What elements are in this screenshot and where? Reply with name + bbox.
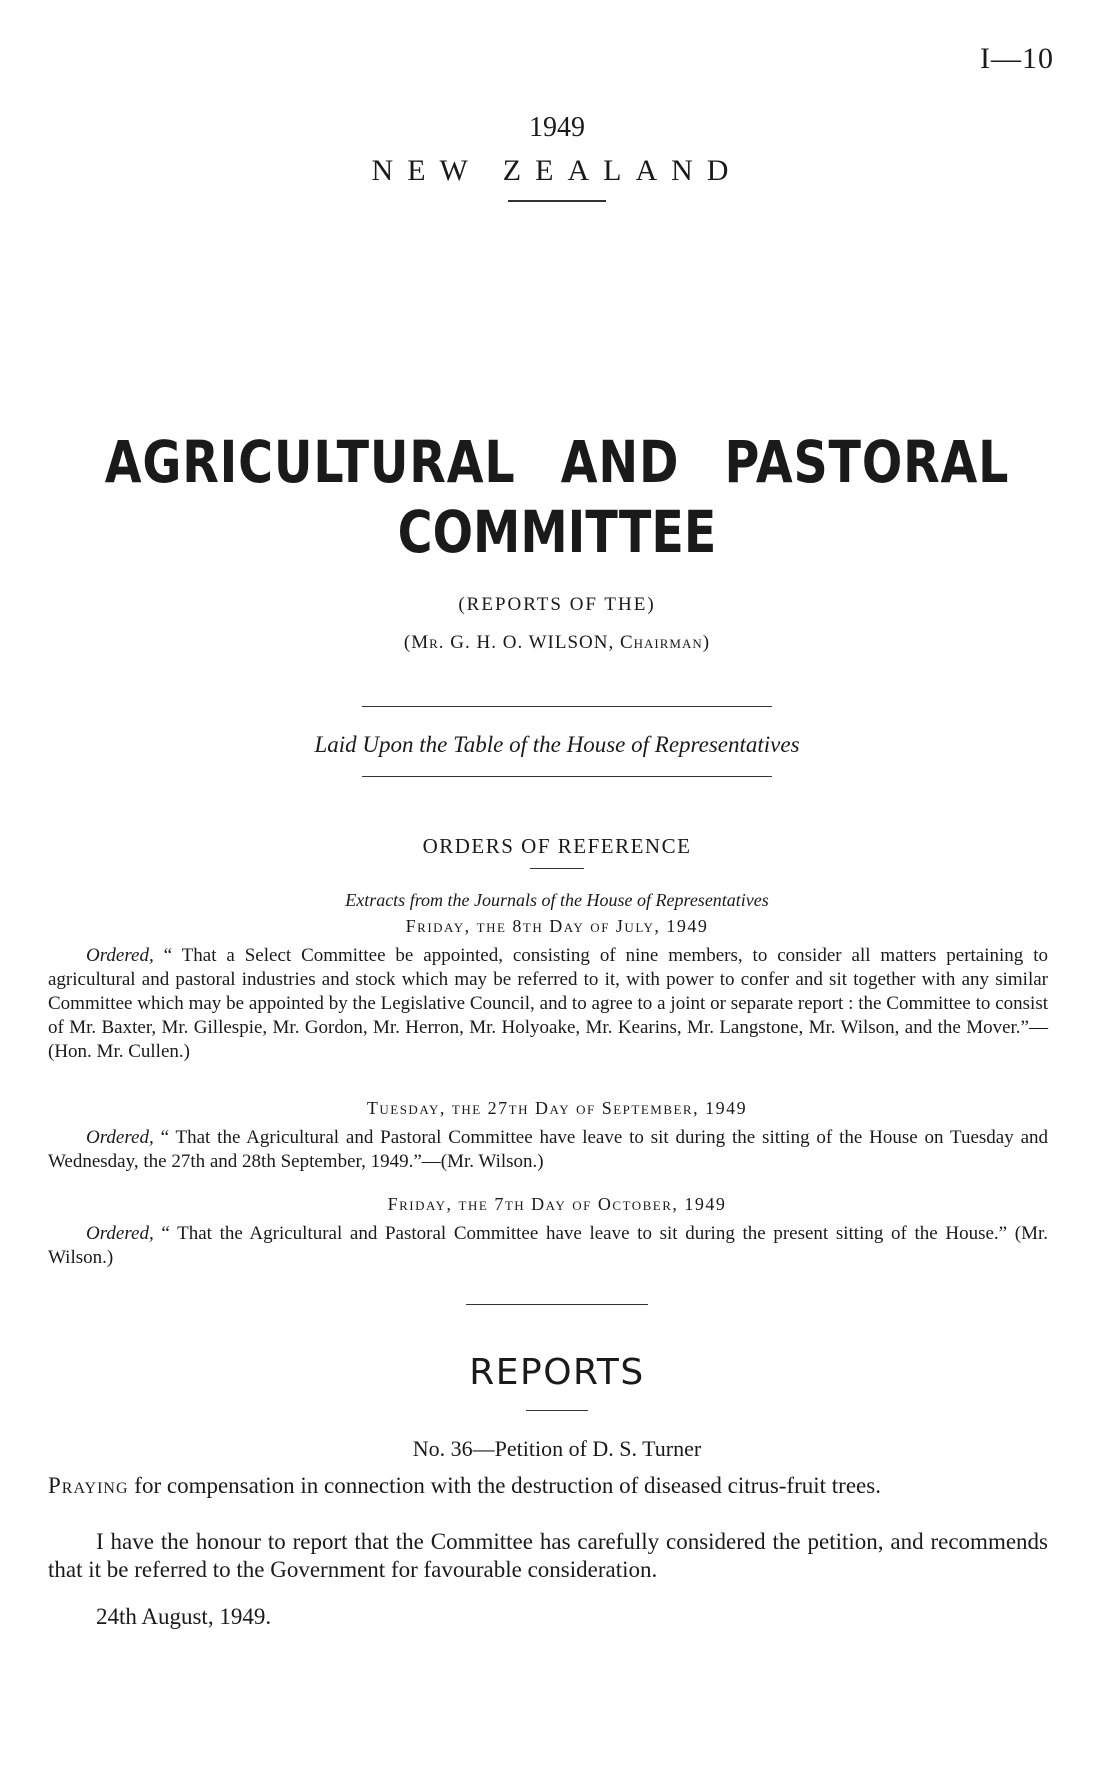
- report-paragraph: I have the honour to report that the Committee has carefully considered the petition, and recommends that it be referred to the Government for favourable consideration.: [48, 1529, 1048, 1582]
- order-paragraph-2: [48, 1126, 1048, 1174]
- report-date: 24th August, 1949.: [96, 1604, 272, 1629]
- order-paragraph-3: [48, 1222, 1048, 1270]
- praying-text: for compensation in connection with the destruction of diseased citrus-fruit trees.: [134, 1473, 881, 1498]
- orders-divider: [530, 868, 584, 869]
- praying-paragraph: [48, 1472, 1048, 1500]
- laid-top-divider: [362, 706, 772, 707]
- country-heading: NEW ZEALAND: [371, 154, 743, 187]
- order-date-1: Friday, the 8th Day of July, 1949: [405, 916, 709, 936]
- order-date-3: Friday, the 7th Day of October, 1949: [387, 1194, 727, 1214]
- chairman-line: (Mr. G. H. O. WILSON, Chairman): [403, 632, 711, 653]
- reports-divider: [526, 1410, 588, 1411]
- journals-extracts-line: Extracts from the Journals of the House of Representatives: [345, 890, 769, 910]
- ordered-label: Ordered,: [86, 1223, 154, 1244]
- reports-heading: REPORTS: [469, 1352, 645, 1393]
- order-date-2: Tuesday, the 27th Day of September, 1949: [366, 1098, 748, 1118]
- order-text: “ That a Select Committee be appointed, consisting of nine members, to consider all matters pertaining to agricultural and pastoral industries and stock which may be referred to it, with power to confer and sit together with any similar Committee which may be appointed by the Legislative Council, and to agree to a joint or separate report : the Committee to consist of Mr. Baxter, Mr. Gillespie, Mr. Gordon, Mr. Herron, Mr. Holyoake, Mr. Kearins, Mr. Langstone, Mr. Wilson, and the Mover.”—(Hon. Mr. Cullen.): [48, 945, 1048, 1062]
- orders-end-divider: [466, 1304, 648, 1305]
- ordered-label: Ordered,: [86, 1127, 154, 1148]
- ordered-label: Ordered,: [86, 945, 154, 966]
- order-paragraph-1: [48, 944, 1048, 1064]
- order-text: “ That the Agricultural and Pastoral Committee have leave to sit during the sitting of the House on Tuesday and Wednesday, the 27th and 28th September, 1949.”—(Mr. Wilson.): [48, 1127, 1049, 1172]
- praying-word: Praying: [48, 1473, 129, 1498]
- document-year: 1949: [529, 112, 585, 143]
- document-subtitle: (REPORTS OF THE): [458, 594, 656, 615]
- document-title-line-2: COMMITTEE: [397, 498, 717, 566]
- orders-of-reference-heading: ORDERS OF REFERENCE: [422, 834, 692, 858]
- petition-title: No. 36—Petition of D. S. Turner: [412, 1436, 702, 1461]
- laid-bottom-divider: [362, 776, 772, 777]
- laid-upon-table: Laid Upon the Table of the House of Representatives: [314, 732, 800, 757]
- page-reference: I—10: [980, 42, 1054, 75]
- header-divider: [508, 200, 606, 202]
- document-title-line-1: AGRICULTURAL AND PASTORAL: [104, 428, 1010, 496]
- order-text: “ That the Agricultural and Pastoral Committee have leave to sit during the present sitting of the House.” (Mr. Wilson.): [48, 1223, 1048, 1268]
